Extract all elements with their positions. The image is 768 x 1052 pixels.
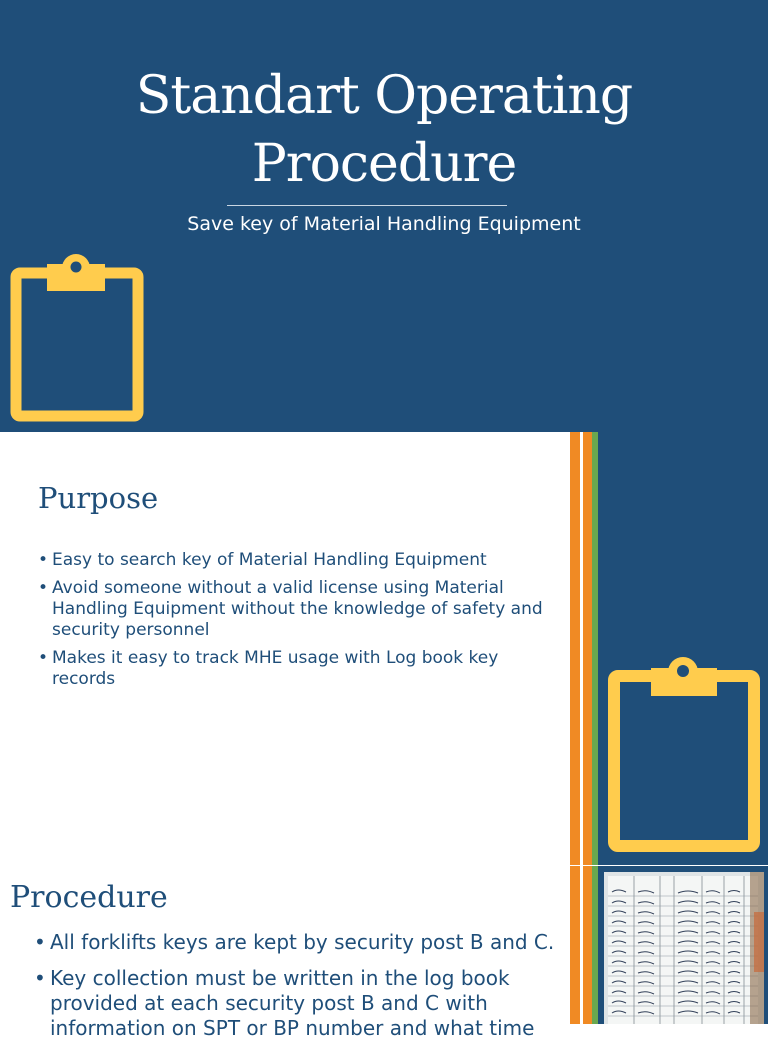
- title-divider: [227, 205, 507, 206]
- clipboard-icon: [608, 656, 760, 852]
- purpose-list: [38, 550, 550, 697]
- logbook-photo: [604, 872, 764, 1024]
- purpose-heading: Purpose: [38, 481, 159, 515]
- slide-title-line-2: Procedure: [251, 134, 517, 194]
- list-item: • Easy to search key of Material Handling Equipment: [38, 550, 550, 571]
- clipboard-icon: [10, 254, 144, 424]
- list-item: • Makes it easy to track MHE usage with Log book key records: [38, 648, 550, 690]
- title-slide: [0, 0, 768, 432]
- accent-stripe-orange-2: [583, 432, 592, 865]
- list-item: • Avoid someone without a valid license using Material Handling Equipment without the knowledge of safety and security personnel: [38, 578, 550, 641]
- list-item: • All forklifts keys are kept by security post B and C.: [34, 930, 574, 955]
- accent-stripe-orange-2: [583, 866, 592, 1024]
- procedure-slide: [0, 866, 768, 1040]
- accent-stripe-orange: [570, 432, 580, 865]
- slide-subtitle: Save key of Material Handling Equipment: [187, 213, 581, 235]
- slide-title-line-1: Standart Operating: [135, 66, 633, 126]
- procedure-heading: Procedure: [10, 880, 168, 915]
- purpose-slide: [0, 432, 768, 865]
- slide-title: [0, 62, 768, 198]
- procedure-list: [34, 930, 574, 1052]
- list-item: • Key collection must be written in the log book provided at each security post B and C with information on SPT or BP number and what time: [34, 966, 574, 1041]
